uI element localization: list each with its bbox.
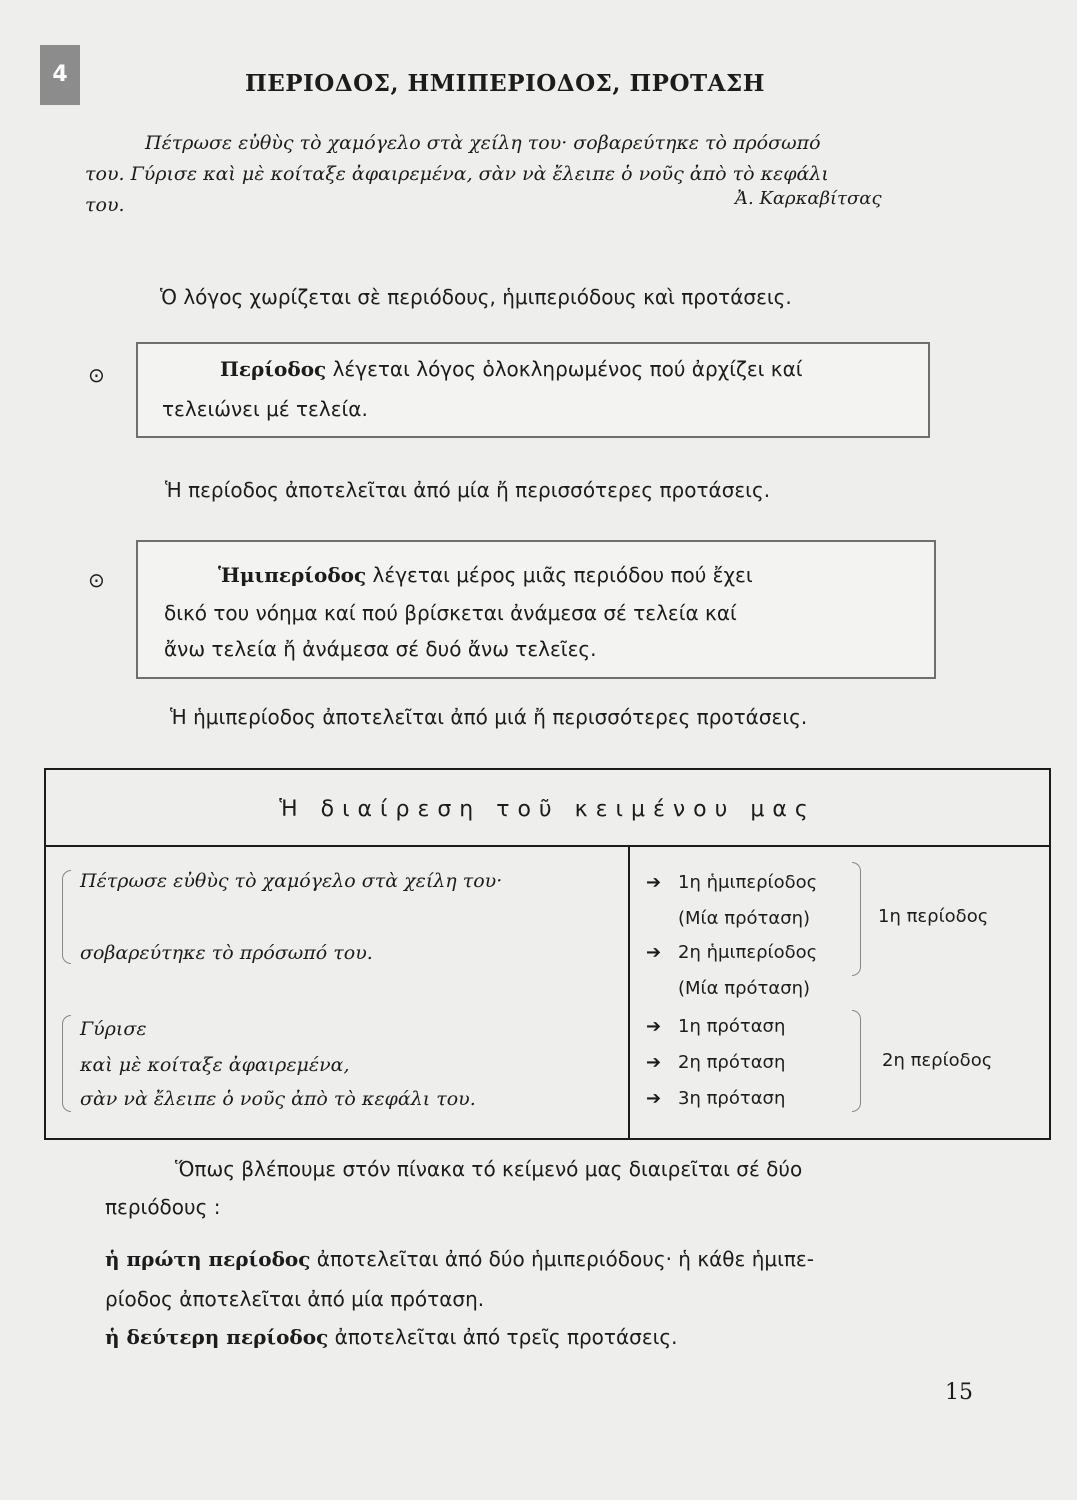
right-brace (852, 1010, 861, 1112)
note-half-period: Ἡ ἡμιπερίοδος ἀποτελεῖται ἀπό μιά ἤ περισσότερες προτάσεις. (170, 705, 808, 729)
arrow-icon: ➔ (646, 1088, 662, 1109)
arrow-icon: ➔ (646, 942, 662, 963)
left-brace (62, 1015, 71, 1112)
def-period-text-1: λέγεται λόγος ὁλοκληρωμένος πού ἀρχίζει καί (326, 357, 803, 381)
table-left-line-1: Πέτρωσε εὐθὺς τὸ χαμόγελο στὰ χείλη του· (80, 870, 503, 892)
period-2-label: 2η περίοδος (882, 1050, 993, 1071)
summary-period-1-cont: ρίοδος ἀποτελεῖται ἀπό μία πρόταση. (105, 1287, 485, 1311)
clause-2: 2η πρόταση (678, 1052, 786, 1073)
table-left-line-5: σὰν νὰ ἔλειπε ὁ νοῦς ἀπὸ τὸ κεφάλι του. (80, 1088, 476, 1110)
definition-box-period (136, 342, 930, 438)
def-half-text-1: λέγεται μέρος μιᾶς περιόδου πού ἔχει (366, 563, 753, 587)
page-number: 15 (945, 1380, 973, 1405)
half-period-1-note: (Μία πρόταση) (678, 908, 811, 929)
right-brace (852, 862, 861, 976)
bullet-icon: ⊙ (88, 568, 105, 592)
term-half-period: Ἡμιπερίοδος (218, 563, 367, 587)
summary-term-2: ἡ δεύτερη περίοδος (105, 1325, 329, 1349)
summary-period-1 (105, 1240, 814, 1278)
left-brace (62, 870, 71, 964)
division-table (44, 768, 1051, 1140)
summary-term-1: ἡ πρώτη περίοδος (105, 1247, 311, 1271)
definition-box-half-period (136, 540, 936, 679)
def-period-text-2: τελειώνει μέ τελεία. (162, 397, 368, 421)
summary-line-2: περιόδους : (105, 1195, 221, 1219)
table-divider (628, 845, 630, 1138)
summary-period-1-text: ἀποτελεῖται ἀπό δύο ἡμιπεριόδους· ἡ κάθε ἡμιπε- (310, 1247, 814, 1271)
half-period-2: 2η ἡμιπερίοδος (678, 942, 818, 963)
half-period-1: 1η ἡμιπερίοδος (678, 872, 818, 893)
page-title: ΠΕΡΙΟΔΟΣ, ΗΜΙΠΕΡΙΟΔΟΣ, ΠΡΟΤΑΣΗ (245, 70, 765, 97)
table-left-line-4: καὶ μὲ κοίταξε ἀφαιρεμένα, (80, 1054, 350, 1076)
term-period: Περίοδος (220, 357, 327, 381)
summary-period-2 (105, 1318, 678, 1356)
quote-line-2: του. Γύρισε καὶ μὲ κοίταξε ἀφαιρεμένα, σὰν νὰ ἔλειπε ὁ νοῦς ἀπὸ τὸ κεφάλι (85, 163, 829, 185)
table-left-line-2: σοβαρεύτηκε τὸ πρόσωπό του. (80, 942, 373, 964)
table-left-line-3: Γύρισε (80, 1018, 147, 1040)
quote-line-3: του. (85, 194, 125, 216)
summary-period-2-text: ἀποτελεῖται ἀπό τρεῖς προτάσεις. (328, 1325, 678, 1349)
quote-line-1: Πέτρωσε εὐθὺς τὸ χαμόγελο στὰ χείλη του· σοβαρεύτηκε τὸ πρόσωπό (145, 132, 821, 154)
def-half-text-2: δικό του νόημα καί πού βρίσκεται ἀνάμεσα σέ τελεία καί (164, 601, 737, 625)
bullet-icon: ⊙ (88, 363, 105, 387)
period-1-label: 1η περίοδος (878, 906, 989, 927)
half-period-2-note: (Μία πρόταση) (678, 978, 811, 999)
arrow-icon: ➔ (646, 1052, 662, 1073)
chapter-number-badge: 4 (40, 45, 80, 105)
clause-1: 1η πρόταση (678, 1016, 786, 1037)
intro-text: Ὁ λόγος χωρίζεται σὲ περιόδους, ἡμιπεριόδους καὶ προτάσεις. (160, 285, 792, 309)
arrow-icon: ➔ (646, 872, 662, 893)
clause-3: 3η πρόταση (678, 1088, 786, 1109)
quote-author: Ἀ. Καρκαβίτσας (735, 188, 882, 209)
def-half-text-3: ἄνω τελεία ἤ ἀνάμεσα σέ δυό ἄνω τελεῖες. (164, 637, 597, 661)
note-period: Ἡ περίοδος ἀποτελεῖται ἀπό μία ἤ περισσότερες προτάσεις. (165, 478, 771, 502)
summary-line-1: Ὅπως βλέπουμε στόν πίνακα τό κείμενό μας διαιρεῖται σέ δύο (175, 1157, 803, 1181)
table-heading: Ἡ διαίρεση τοῦ κειμένου μας (46, 770, 1049, 847)
arrow-icon: ➔ (646, 1016, 662, 1037)
